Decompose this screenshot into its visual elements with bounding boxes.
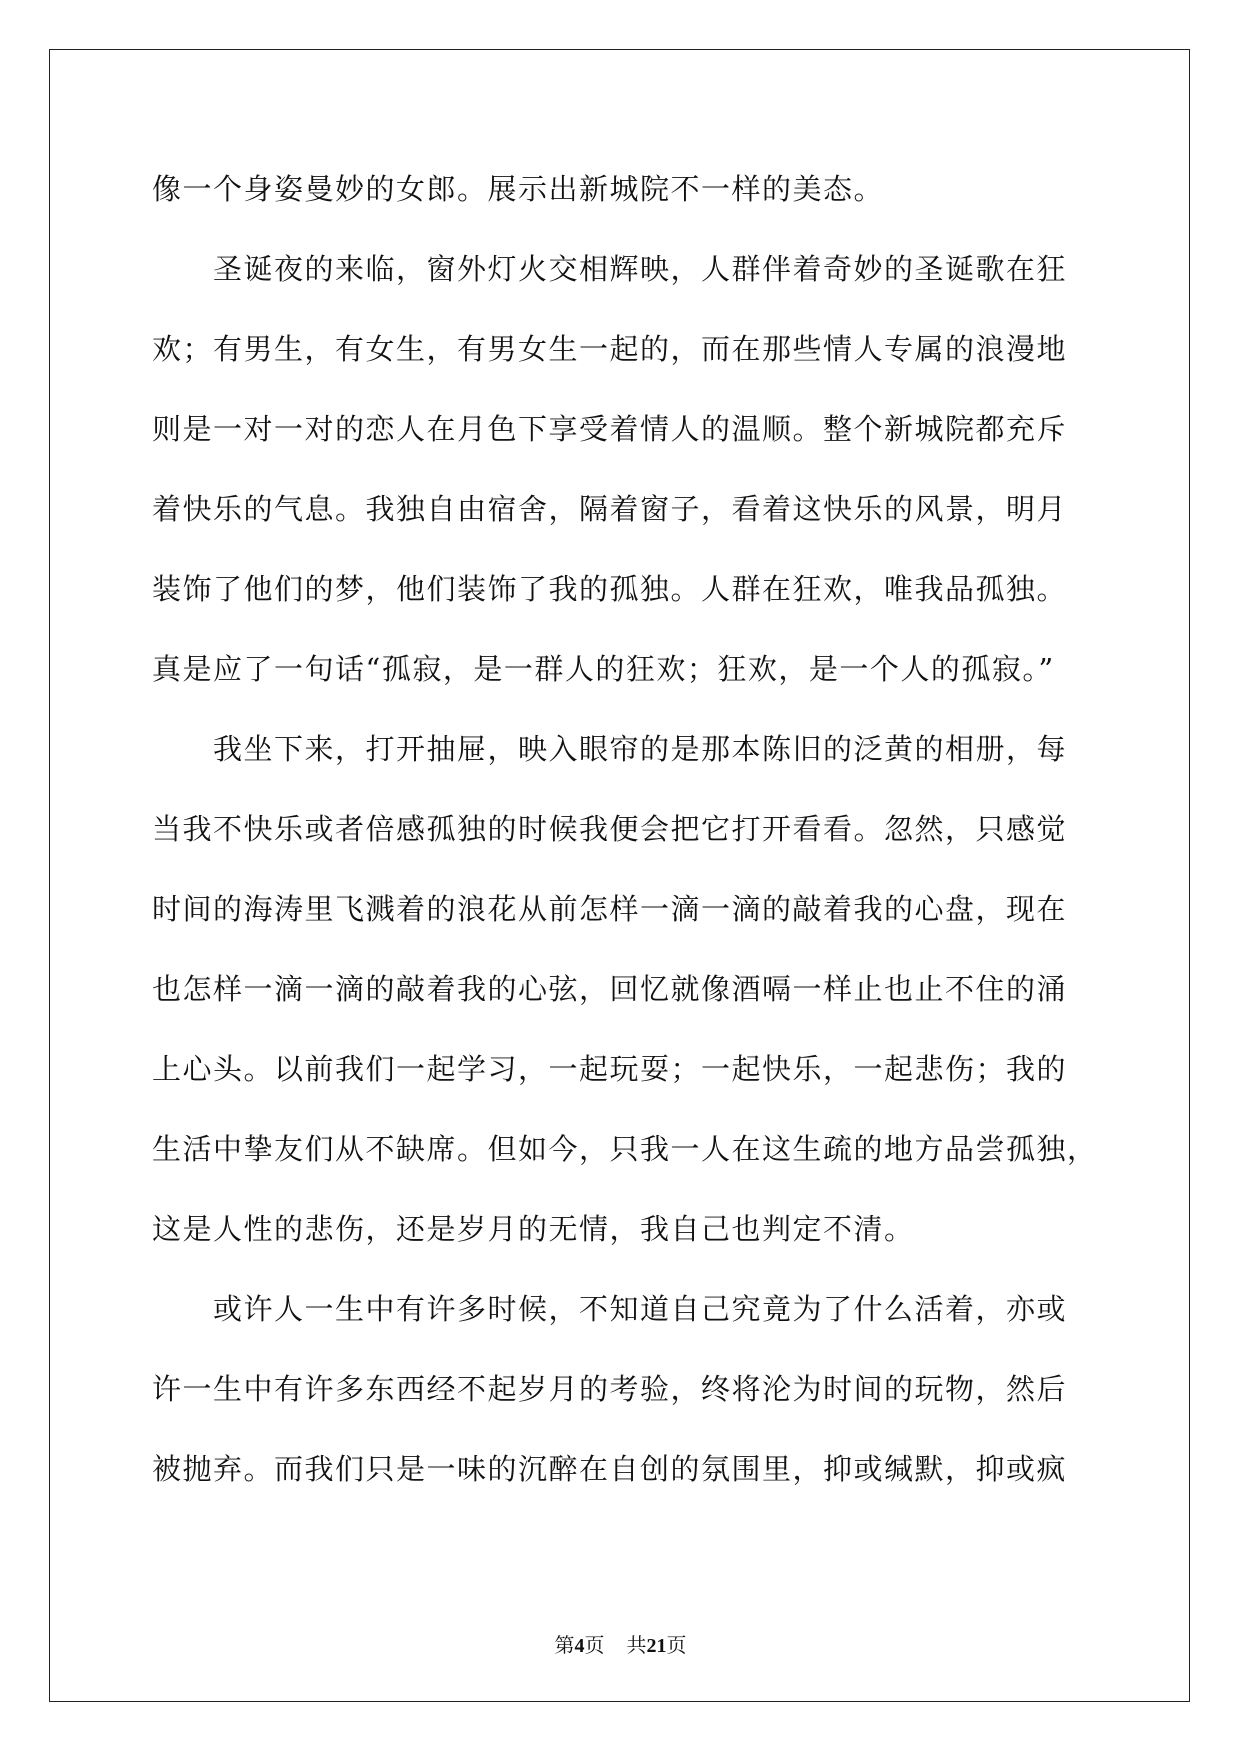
text-line: 欢；有男生，有女生，有男女生一起的，而在那些情人专属的浪漫地 xyxy=(152,332,1068,366)
total-prefix: 共 xyxy=(626,1633,647,1657)
page-footer xyxy=(0,1633,1241,1658)
total-pages: 21 xyxy=(646,1635,667,1657)
paragraph-first-line: 我坐下来，打开抽屉，映入眼帘的是那本陈旧的泛黄的相册，每 xyxy=(213,732,1068,766)
text-line: 这是人性的悲伤，还是岁月的无情，我自己也判定不清。 xyxy=(152,1212,915,1246)
page-number: 4 xyxy=(574,1635,585,1657)
text-line: 也怎样一滴一滴的敲着我的心弦，回忆就像酒嗝一样止也止不住的涌 xyxy=(152,972,1068,1006)
text-line: 生活中挚友们从不缺席。但如今，只我一人在这生疏的地方品尝孤独， xyxy=(152,1132,1098,1166)
text-line: 像一个身姿曼妙的女郎。展示出新城院不一样的美态。 xyxy=(152,172,885,206)
paragraph-first-line: 圣诞夜的来临，窗外灯火交相辉映，人群伴着奇妙的圣诞歌在狂 xyxy=(213,252,1068,286)
total-suffix: 页 xyxy=(666,1633,687,1657)
text-line: 许一生中有许多东西经不起岁月的考验，终将沦为时间的玩物，然后 xyxy=(152,1372,1068,1406)
text-line: 着快乐的气息。我独自由宿舍，隔着窗子，看着这快乐的风景，明月 xyxy=(152,492,1068,526)
paragraph-first-line: 或许人一生中有许多时候，不知道自己究竟为了什么活着，亦或 xyxy=(213,1292,1068,1326)
text-line: 被抛弃。而我们只是一味的沉醉在自创的氛围里，抑或缄默，抑或疯 xyxy=(152,1452,1068,1486)
text-line: 上心头。以前我们一起学习，一起玩耍；一起快乐，一起悲伤；我的 xyxy=(152,1052,1068,1086)
page-prefix: 第 xyxy=(554,1633,575,1657)
text-line: 当我不快乐或者倍感孤独的时候我便会把它打开看看。忽然，只感觉 xyxy=(152,812,1068,846)
text-line: 真是应了一句话“孤寂，是一群人的狂欢；狂欢，是一个人的孤寂。” xyxy=(152,652,1055,686)
text-line: 时间的海涛里飞溅着的浪花从前怎样一滴一滴的敲着我的心盘，现在 xyxy=(152,892,1068,926)
page-suffix: 页 xyxy=(584,1633,605,1657)
text-line: 则是一对一对的恋人在月色下享受着情人的温顺。整个新城院都充斥 xyxy=(152,412,1068,446)
text-line: 装饰了他们的梦，他们装饰了我的孤独。人群在狂欢，唯我品孤独。 xyxy=(152,572,1068,606)
